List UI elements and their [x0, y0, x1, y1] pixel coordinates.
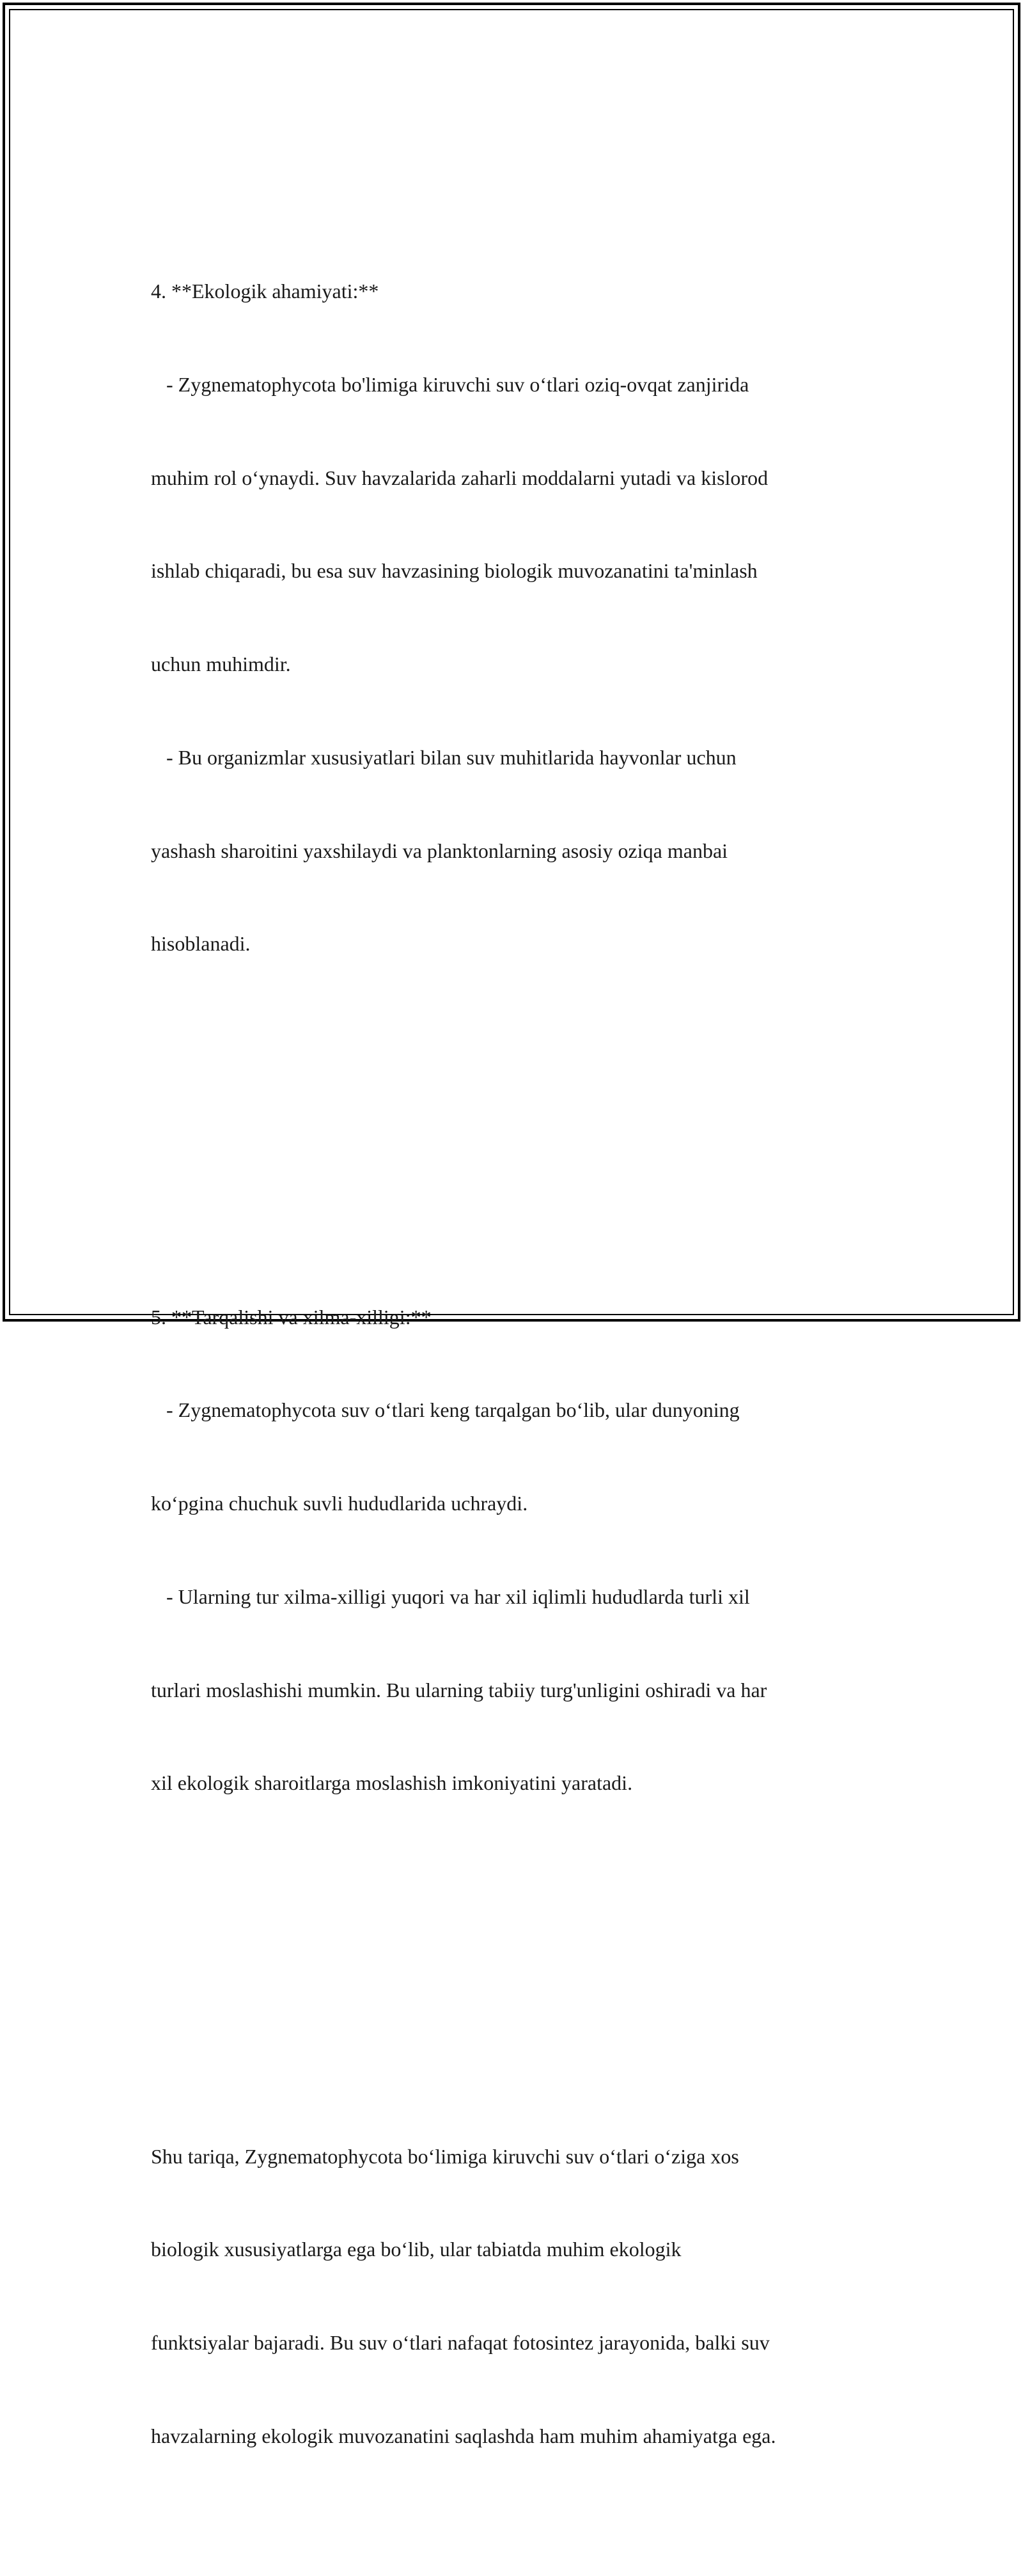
text-line: - Zygnematophycota bo'limiga kiruvchi suv o‘tlari oziq-ovqat zanjirida: [151, 372, 749, 396]
section-ecological-importance: [151, 214, 873, 1022]
text-line: - Ularning tur xilma-xilligi yuqori va har xil iqlimli hududlarda turli xil: [151, 1584, 750, 1608]
text-line: - Bu organizmlar xususiyatlari bilan suv muhitlarida hayvonlar uchun: [151, 745, 737, 769]
paragraph-gap: [151, 1115, 873, 1146]
text-line: Shu tariqa, Zygnematophycota bo‘limiga kiruvchi suv o‘tlari o‘ziga xos: [151, 2144, 739, 2168]
text-line: - Zygnematophycota suv o‘tlari keng tarqalgan bo‘lib, ular dunyoning: [151, 1398, 740, 1422]
text-line: havzalarning ekologik muvozanatini saqlashda ham muhim ahamiyatga ega.: [151, 2424, 776, 2447]
section-heading: 5. **Tarqalishi va xilma-xilligi:**: [151, 1305, 432, 1329]
section-heading: 4. **Ekologik ahamiyati:**: [151, 279, 379, 303]
text-line: ko‘pgina chuchuk suvli hududlarida uchraydi.: [151, 1492, 528, 1515]
paragraph-gap: [151, 1954, 873, 1986]
text-line: turlari moslashishi mumkin. Bu ularning tabiiy turg'unligini oshiradi va har: [151, 1678, 767, 1702]
text-line: funktsiyalar bajaradi. Bu suv o‘tlari nafaqat fotosintez jarayonida, balki suv: [151, 2331, 770, 2355]
text-line: muhim rol o‘ynaydi. Suv havzalarida zaharli moddalarni yutadi va kislorod: [151, 466, 769, 489]
text-line: xil ekologik sharoitlarga moslashish imkoniyatini yaratadi.: [151, 1771, 633, 1795]
text-line: yashash sharoitini yaxshilaydi va planktonlarning asosiy oziqa manbai: [151, 839, 728, 862]
text-line: ishlab chiqaradi, bu esa suv havzasining biologik muvozanatini ta'minlash: [151, 559, 758, 583]
conclusion-paragraph: [151, 2078, 873, 2513]
text-line: hisoblanadi.: [151, 932, 251, 956]
text-line: uchun muhimdir.: [151, 652, 291, 676]
section-distribution-diversity: [151, 1239, 873, 1861]
text-line: biologik xususiyatlarga ega bo‘lib, ular tabiatda muhim ekologik: [151, 2238, 682, 2261]
document-body: [151, 120, 873, 2576]
